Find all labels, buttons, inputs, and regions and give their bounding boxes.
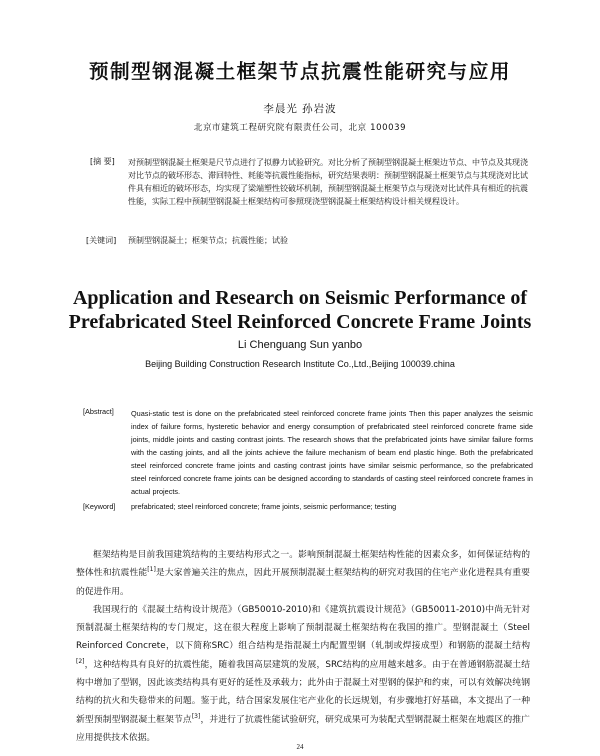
body-paragraph-2-text-c: ，并进行了抗震性能试验研究，研究成果可为装配式型钢混凝土框架在地震区的推广应用提供技术依据。 [76,714,530,743]
citation-ref-3: [3] [191,712,201,720]
chinese-abstract: 对预制型钢混凝土框架是尺节点进行了拟静力试验研究。对比分析了预制型钢混凝土框架边节点、中节点及其现浇对比节点的破坏形态、滞回特性、耗能等抗震性能指标，研究结果表明：预制型钢混凝土框架节点与其现浇对比试件具有相近的破坏形态，均实现了梁端塑性铰破坏机制，预制型钢混凝土框架节点与现浇对比试件具有相近的抗震性能，实际工程中预制型钢混凝土框架结构可参照现浇型钢混凝土框架结构设计相关规程设计。 [128,158,528,206]
english-keywords-tag: [Keyword] [83,502,116,511]
body-paragraph-2-text-a: 我国现行的《混凝土结构设计规范》（GB50010-2010)和《建筑抗震设计规范》（GB50011-2010)中尚无针对预制混凝土框架结构的专门规定，这在很大程度上影响了预制混凝土框架结构在我国的推广。型钢混凝土（Steel Reinforced Concrete，以下简称SRC）组合结构是指混凝土内配置型钢（轧制或焊接成型）和钢筋的混凝土结构 [76,604,530,652]
citation-ref-2: [2] [76,657,85,665]
body-paragraph-2 [76,601,530,747]
english-abstract: Quasi-static test is done on the prefabricated steel reinforced concrete frame joints Then this paper analyzes the seismic index of failure forms, hysteretic behavior and energy consumption of prefabricated steel reinforced concrete frame side joints, middle joints and casting contrast joints. The research shows that the prefabricated joints have similar failure forms with the casting joints, and all the joints achieve the failure mechanism of beam end plastic hinge. Both the prefabricated steel reinforced concrete frame joints and casting contrast joints have similar seismic performance, so the prefabricated steel reinforced concrete frame joints can be designed according to standards of casting steel reinforced concrete frames in actual projects. [131,409,533,496]
chinese-authors: 李晨光 孙岩波 [263,103,337,115]
english-affiliation: Beijing Building Construction Research Institute Co.,Ltd.,Beijing 100039.china [145,359,455,369]
chinese-keywords: 预制型钢混凝土；框架节点；抗震性能；试验 [128,236,288,245]
english-abstract-tag: [Abstract] [83,407,114,416]
body-text [76,546,530,747]
english-keywords: prefabricated; steel reinforced concrete; frame joints, seismic performance; testing [131,502,397,511]
citation-ref-1: [1] [147,566,156,574]
body-paragraph-1 [76,546,530,601]
body-paragraph-1-text-a: 框架结构是目前我国建筑结构的主要结构形式之一。影响预制混凝土框架结构性能的因素众多，如何保证结构的整体性和抗震性能 [76,550,530,579]
chinese-abstract-tag: [摘 要] [90,157,115,166]
chinese-title: 预制型钢混凝土框架节点抗震性能研究与应用 [88,60,511,83]
english-title-line2: Prefabricated Steel Reinforced Concrete Frame Joints [68,311,532,333]
body-paragraph-2-text-b: ，这种结构具有良好的抗震性能，随着我国高层建筑的发展，SRC结构的应用越来越多。由于在普通钢筋混凝土结构中增加了型钢，因此该类结构具有更好的延性及承载力；此外由于混凝土对型钢的保护和约束，可以有效解决纯钢结构的抗火和失稳带来的问题。鉴于此，结合国家发展住宅产业化的长远规划，有步骤地打好基础，本文提出了一种新型预制型钢混凝土框架节点 [76,659,530,725]
english-authors: Li Chenguang Sun yanbo [237,339,363,351]
chinese-affiliation: 北京市建筑工程研究院有限责任公司，北京 100039 [193,123,407,133]
english-title-line1: Application and Research on Seismic Performance of [72,287,528,309]
body-paragraph-1-text-b: 是大家普遍关注的焦点，因此开展预制混凝土框架结构的研究对我国的住宅产业化进程具有重要的促进作用。 [76,568,530,597]
page-number: 24 [296,743,304,751]
chinese-keywords-tag: [关键词] [86,236,117,245]
english-title [0,286,600,334]
